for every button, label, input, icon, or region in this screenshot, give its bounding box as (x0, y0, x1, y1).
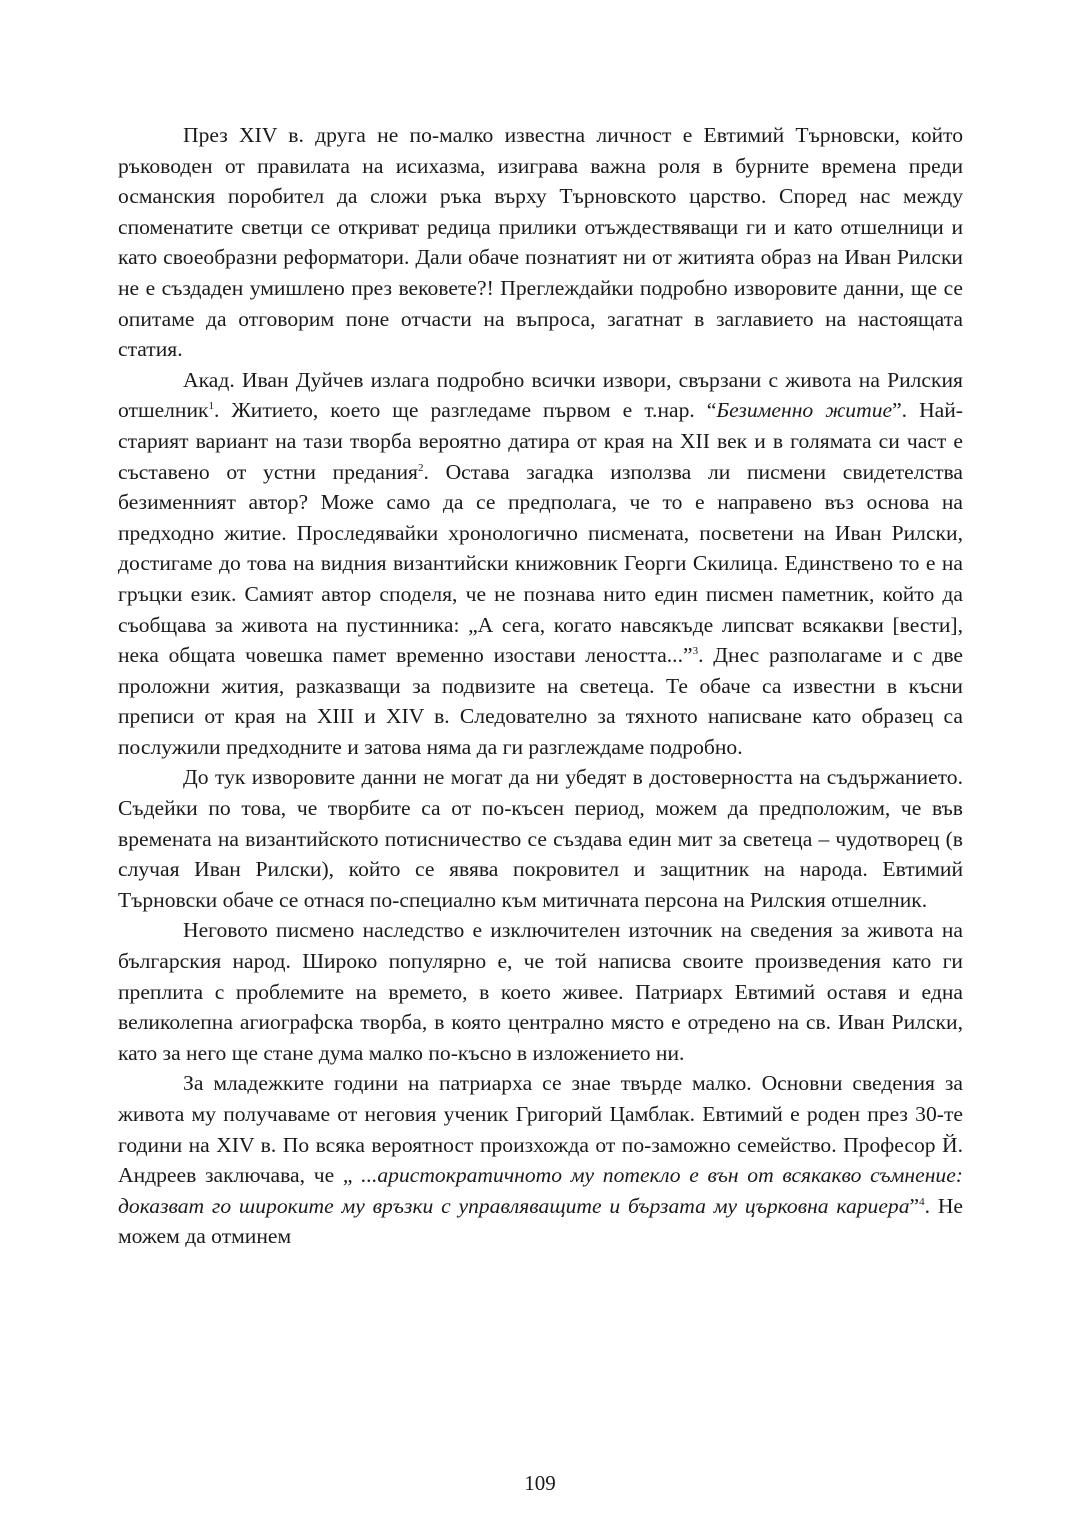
text-run: . Житието, което ще разгледаме първом е т.нар. “ (214, 398, 717, 423)
footnote-reference: 1 (208, 400, 215, 413)
text-run: Акад. Иван Дуйчев излага подробно всички извори, свързани с живота на Рилския отшелник (118, 367, 963, 423)
italic-text: ...аристократичното му потекло е вън от всякакво съмнение: доказват го широките му връзки с управляващите и бързата му църковна кариера (118, 1163, 963, 1218)
paragraph (118, 120, 963, 365)
text-run: . Остава загадка използва ли писмени свидетелства безименният автор? Може само да се предполага, че то е направено въз основа на предходно житие. Проследявайки хронологично писмената, посветени на Иван Рилски, достигаме до това на видния византийски книжовник Георги Скилица. Единствено то е на гръцки език. Самият автор споделя, че не познава нито един писмен паметник, който да съобщава за живота на пустинника: „А сега, когато навсякъде липсват всякакви [вести], нека общата човешка памет временно изостави леността...” (118, 459, 964, 668)
text-run: Неговото писмено наследство е изключителен източник на сведения за живота на българския народ. Широко популярно е, че той написва своите произведения като ги преплита с проблемите на времето, в което живее. Патриарх Евтимий оставя и една великолепна агиографска творба, в която централно място е отредено на св. Иван Рилски, като за него ще стане дума малко по-късно в изложението ни. (118, 918, 963, 1065)
italic-text: Безименно житие (716, 398, 893, 423)
text-run: През XIV в. друга не по-малко известна личност е Евтимий Търновски, който ръководен от правилата на исихазма, изиграва важна роля в бурните времена преди османския поробител да сложи ръка върху Търновското царство. Според нас между споменатите светци се откриват редица прилики отъждествяващи ги и като отшелници и като своеобразни реформатори. Дали обаче познатият ни от житията образ на Иван Рилски не е създаден умишлено през вековете?! Преглеждайки подробно изворовите данни, ще се опитаме да отговорим поне отчасти на въпроса, загатнат в заглавието на настоящата статия. (118, 123, 963, 362)
paragraph (118, 1068, 963, 1252)
page-number: 109 (524, 1471, 556, 1495)
text-run: За младежките години на патриарха се знае твърде малко. Основни сведения за живота му получаваме от неговия ученик Григорий Цамблак. Евтимий е роден през 30-те години на XIV в. По всяка вероятност произхожда от по-заможно семейство. Професор Й. Андреев заключава, че „ (118, 1071, 963, 1188)
text-run: ”. Най-старият вариант на тази творба вероятно датира от края на XII век и в голямата си част е съставено от устни предания (118, 398, 964, 484)
paragraph (118, 762, 963, 915)
paragraph (118, 365, 963, 763)
text-body (118, 120, 963, 1252)
footnote-reference: 2 (417, 461, 424, 474)
paragraph (118, 915, 963, 1068)
footnote-reference: 4 (919, 1195, 925, 1208)
text-run: . Не можем да отминем (118, 1193, 963, 1249)
text-run: До тук изворовите данни не могат да ни убедят в достоверността на съдържанието. Съдейки по това, че творбите са от по-късен период, можем да предположим, че във времената на византийското потисничество се създава един мит за светеца – чудотворец (в случая Иван Рилски), който се явява покровител и защитник на народа. Евтимий Търновски обаче се отнася по-специално към митичната персона на Рилския отшелник. (118, 765, 963, 912)
text-run: ” (909, 1193, 920, 1218)
footnote-reference: 3 (692, 644, 699, 657)
text-run: . Днес разполагаме и с две проложни жития, разказващи за подвизите на светеца. Те обаче са известни в късни преписи от края на XIII и XIV в. Следователно за тяхното написване като образец са послужили предходните и затова няма да ги разглеждаме подробно. (118, 643, 963, 759)
